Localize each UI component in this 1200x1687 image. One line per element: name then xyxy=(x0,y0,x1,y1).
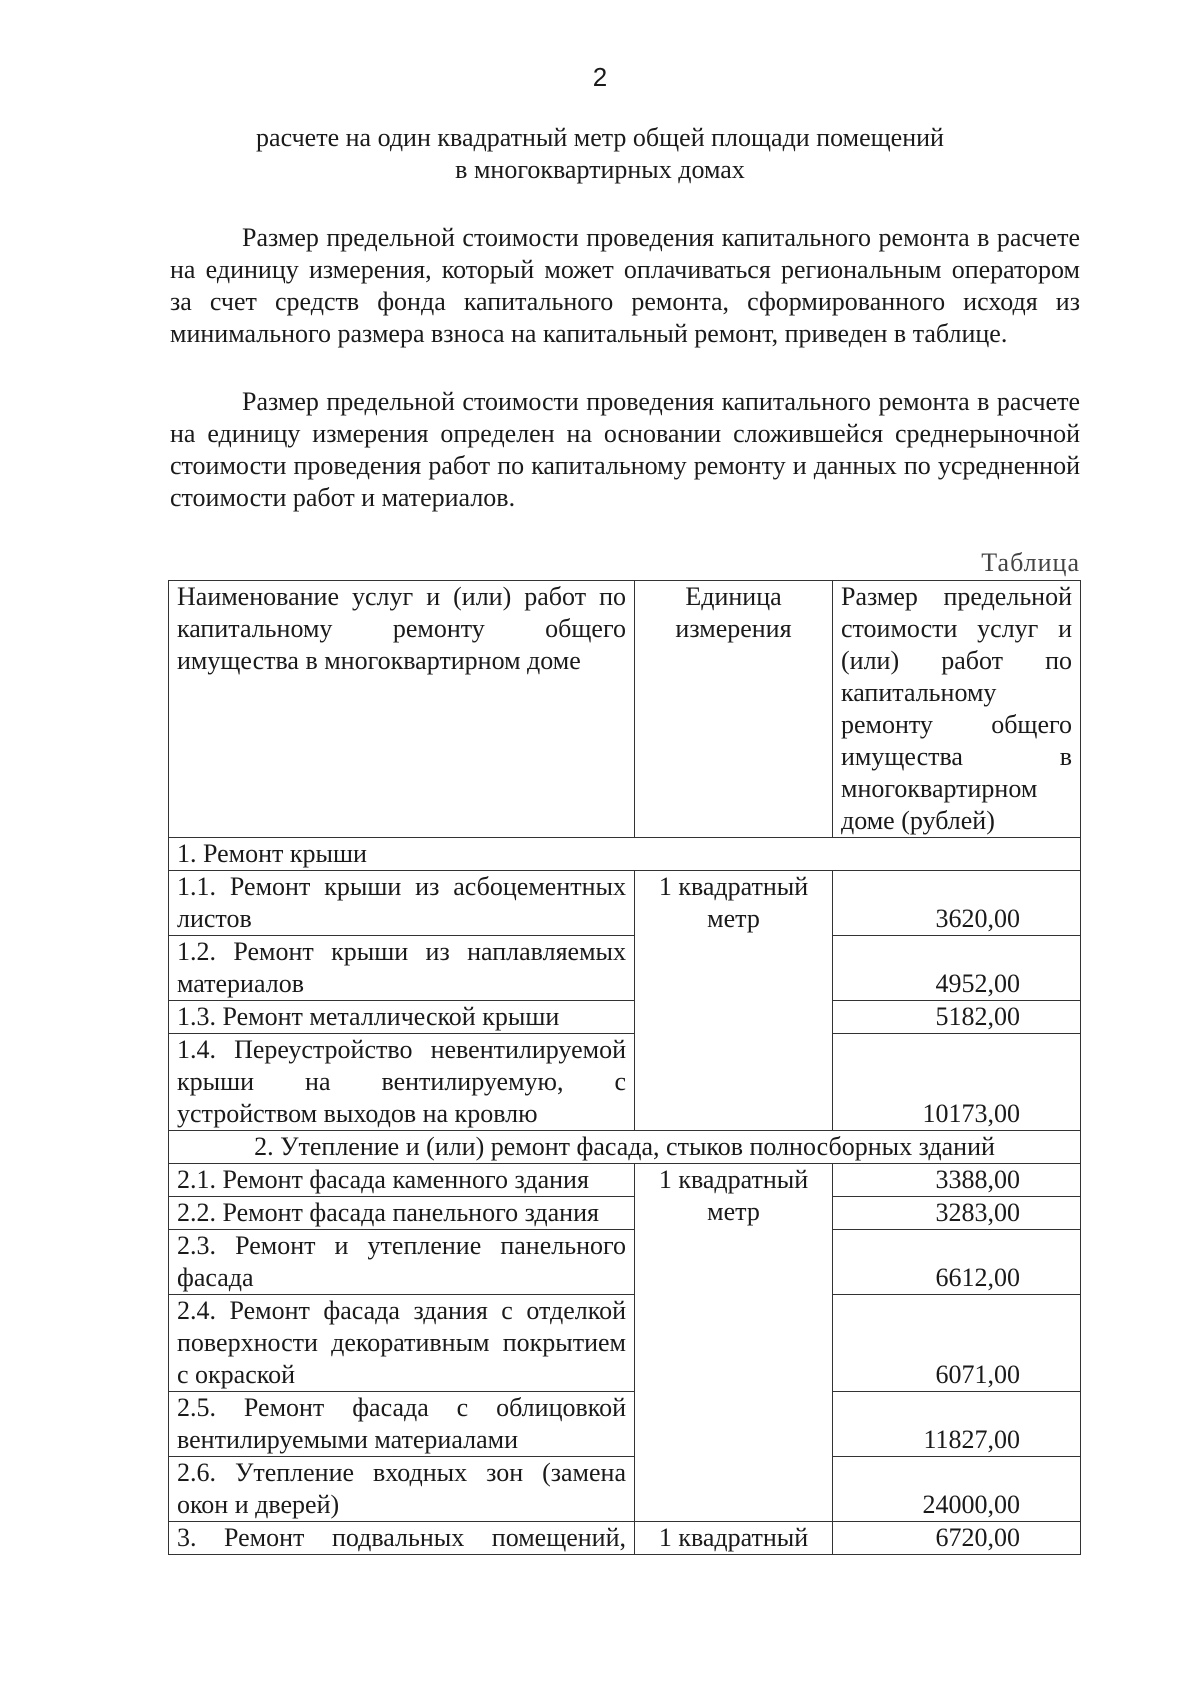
table-caption: Таблица xyxy=(981,548,1080,577)
section-2-title: 2. Утепление и (или) ремонт фасада, стыков полносборных зданий xyxy=(169,1131,1081,1164)
paragraph-2: Размер предельной стоимости проведения капитального ремонта в расчете на единицу измерения определен на основании сложившейся среднерыночной стоимости проведения работ по капитальному ремонту и данных по усредненной стоимости работ и материалов. xyxy=(170,387,1080,512)
section-1-title: 1. Ремонт крыши xyxy=(169,838,1081,871)
row-name: 1.1. Ремонт крыши из асбоцементных листов xyxy=(169,871,635,936)
row-price: 11827,00 xyxy=(833,1392,1081,1457)
row-name: 2.1. Ремонт фасада каменного здания xyxy=(169,1164,635,1197)
section-2-unit: 1 квадратный метр xyxy=(635,1164,833,1522)
row-name: 1.4. Переустройство невентилируемой крыши на вентилируемую, с устройством выходов на кровлю xyxy=(169,1034,635,1131)
row-price: 3620,00 xyxy=(833,871,1081,936)
table-row xyxy=(169,1392,1081,1457)
section-1-unit: 1 квадратный метр xyxy=(635,871,833,1131)
row-name: 2.5. Ремонт фасада с облицовкой вентилируемыми материалами xyxy=(169,1392,635,1457)
table-row xyxy=(169,1457,1081,1522)
table-row xyxy=(169,871,1081,936)
row-name: 1.3. Ремонт металлической крыши xyxy=(169,1001,635,1034)
row-price: 6720,00 xyxy=(833,1522,1081,1555)
row-price: 4952,00 xyxy=(833,936,1081,1001)
document-heading xyxy=(150,122,1050,186)
header-unit: Единица измерения xyxy=(635,581,833,838)
table-row xyxy=(169,1001,1081,1034)
section-row xyxy=(169,838,1081,871)
row-price: 3283,00 xyxy=(833,1197,1081,1230)
table-row xyxy=(169,1034,1081,1131)
row-price: 3388,00 xyxy=(833,1164,1081,1197)
page-number: 2 xyxy=(592,62,608,92)
heading-line-1: расчете на один квадратный метр общей площади помещений xyxy=(256,123,944,152)
row-name: 3. Ремонт подвальных помещений, xyxy=(169,1522,635,1555)
section-3-unit: 1 квадратный xyxy=(635,1522,833,1555)
row-name: 2.2. Ремонт фасада панельного здания xyxy=(169,1197,635,1230)
price-table xyxy=(168,580,1081,1555)
header-price: Размер предельной стоимости услуг и (или) работ по капитальному ремонту общего имущества в многоквартирном доме (рублей) xyxy=(833,581,1081,838)
row-price: 6612,00 xyxy=(833,1230,1081,1295)
table-row xyxy=(169,1164,1081,1197)
header-name: Наименование услуг и (или) работ по капитальному ремонту общего имущества в многоквартирном доме xyxy=(169,581,635,838)
heading-line-2: в многоквартирных домах xyxy=(455,155,745,184)
table-row xyxy=(169,1295,1081,1392)
row-name: 2.4. Ремонт фасада здания с отделкой поверхности декоративным покрытием с окраской xyxy=(169,1295,635,1392)
row-price: 10173,00 xyxy=(833,1034,1081,1131)
row-name: 1.2. Ремонт крыши из наплавляемых материалов xyxy=(169,936,635,1001)
paragraph-1: Размер предельной стоимости проведения капитального ремонта в расчете на единицу измерения, который может оплачиваться региональным оператором за счет средств фонда капитального ремонта, сформированного исходя из минимального размера взноса на капитальный ремонт, приведен в таблице. xyxy=(170,223,1080,348)
row-name: 2.6. Утепление входных зон (замена окон и дверей) xyxy=(169,1457,635,1522)
table-row xyxy=(169,1230,1081,1295)
section-row xyxy=(169,1131,1081,1164)
table-header-row xyxy=(169,581,1081,838)
row-price: 24000,00 xyxy=(833,1457,1081,1522)
row-price: 6071,00 xyxy=(833,1295,1081,1392)
table-row xyxy=(169,1522,1081,1555)
table-row xyxy=(169,936,1081,1001)
table-row xyxy=(169,1197,1081,1230)
row-name: 2.3. Ремонт и утепление панельного фасада xyxy=(169,1230,635,1295)
row-price: 5182,00 xyxy=(833,1001,1081,1034)
